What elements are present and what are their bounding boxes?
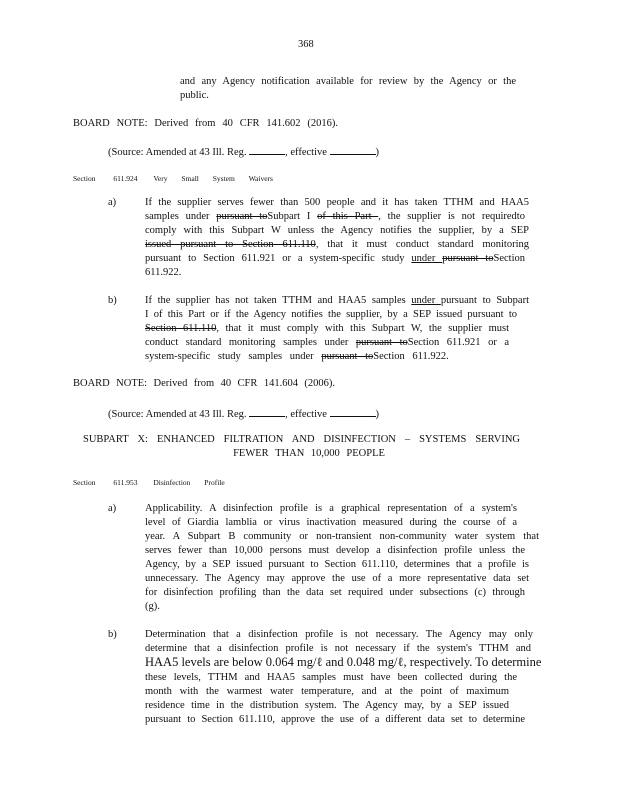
paragraph-line: level of Giardia lamblia or virus inactivation measured during the course of a [145,517,517,528]
section-number: Section 611.953 [73,478,138,487]
paragraph-line: conduct standard monitoring samples under pursuant toSection 611.921 or a [145,337,510,348]
section-title: Very Small System Waivers [153,174,273,183]
paragraph-line: residence time in the distribution system. The Agency may, by a SEP issued [145,700,509,711]
source-effective: , effective [285,147,327,158]
blank-line [330,144,376,155]
board-note: BOARD NOTE: Derived from 40 CFR 141.602 (2016). [73,118,338,129]
item-label: b) [108,629,117,640]
underlined-text: under [411,253,443,264]
paragraph-line: year. A Subpart B community or non-transient non-community water system that [145,531,539,542]
paragraph-line: 611.922. [145,267,182,278]
paragraph-line: Section 611.110, that it must comply with this Subpart W, the supplier must [145,323,509,334]
paragraph-line: Agency, by a SEP issued pursuant to Section 611.110, determines that a profile is [145,559,529,570]
struck-text: of this Part [317,211,379,222]
paragraph-line: month with the warmest water temperature, and at the point of maximum [145,686,509,697]
section-number: Section 611.924 [73,174,138,183]
section-heading [73,476,225,489]
paragraph-line: comply with this Subpart W unless the Agency notifies the supplier, by a SEP [145,225,529,236]
item-label: b) [108,295,117,306]
paragraph-line: pursuant to Section 611.921 or a system-specific study under pursuant toSection [145,253,525,264]
source-line [108,406,379,421]
paragraph-line: issued pursuant to Section 611.110, that it must conduct standard monitoring [145,239,529,250]
blank-line [249,144,285,155]
item-label: a) [108,503,117,514]
paragraph-line: these levels, TTHM and HAA5 samples must have been collected during the [145,672,517,683]
item-label: a) [108,197,117,208]
struck-text: pursuant to [321,351,374,362]
paragraph-line: for disinfection profiling than the data set required under subsections (c) through [145,587,525,598]
section-heading [73,172,273,185]
source-line [108,144,379,159]
paragraph-line: unnecessary. The Agency may approve the use of a more representative data set [145,573,529,584]
paragraph-line: If the supplier has not taken TTHM and HAA5 samples under pursuant to Subpart [145,295,529,306]
section-title: Disinfection Profile [153,478,225,487]
source-effective: , effective [285,409,327,420]
source-label: (Source: Amended at 43 Ill. Reg. [108,147,247,158]
struck-text: Section 611.110 [145,323,217,334]
paragraph-line: determine that a disinfection profile is not necessary if the system's TTHM and [145,643,531,654]
blank-line [330,406,376,417]
paragraph-line: Applicability. A disinfection profile is a graphical representation of a system's [145,503,517,514]
subpart-heading: SUBPART X: ENHANCED FILTRATION AND DISINFECTION – SYSTEMS SERVING [83,434,520,445]
source-label: (Source: Amended at 43 Ill. Reg. [108,409,247,420]
paragraph-line: pursuant to Section 611.110, approve the use of a different data set to determine [145,714,525,725]
paragraph-line: public. [180,90,209,101]
paragraph-line: Determination that a disinfection profile is not necessary. The Agency may only [145,629,533,640]
struck-text: pursuant to [355,337,408,348]
source-close: ) [375,147,380,158]
paragraph-line: (g). [145,601,160,612]
paragraph-line: and any Agency notification available for review by the Agency or the [180,76,516,87]
underlined-text: under [411,295,441,306]
paragraph-line: serves fewer than 10,000 persons must develop a disinfection profile unless the [145,545,525,556]
paragraph-line: system-specific study samples under pursuant toSection 611.922. [145,351,449,362]
struck-text: pursuant to [216,211,268,222]
blank-line [249,406,285,417]
struck-text: issued pursuant to Section 611.110 [145,239,316,250]
paragraph-line: HAA5 levels are below 0.064 mg/ℓ and 0.048 mg/ℓ, respectively. To determine [145,655,542,669]
struck-text: pursuant to [442,253,494,264]
paragraph-line: I of this Part or if the Agency notifies the supplier, by a SEP issued pursuant to [145,309,517,320]
subpart-heading: FEWER THAN 10,000 PEOPLE [233,448,385,459]
page-number: 368 [298,39,314,50]
paragraph-line: samples under pursuant toSubpart I of this Part , the supplier is not requiredto [145,211,525,222]
paragraph-line: If the supplier serves fewer than 500 people and it has taken TTHM and HAA5 [145,197,529,208]
source-close: ) [375,409,380,420]
board-note: BOARD NOTE: Derived from 40 CFR 141.604 (2006). [73,378,335,389]
